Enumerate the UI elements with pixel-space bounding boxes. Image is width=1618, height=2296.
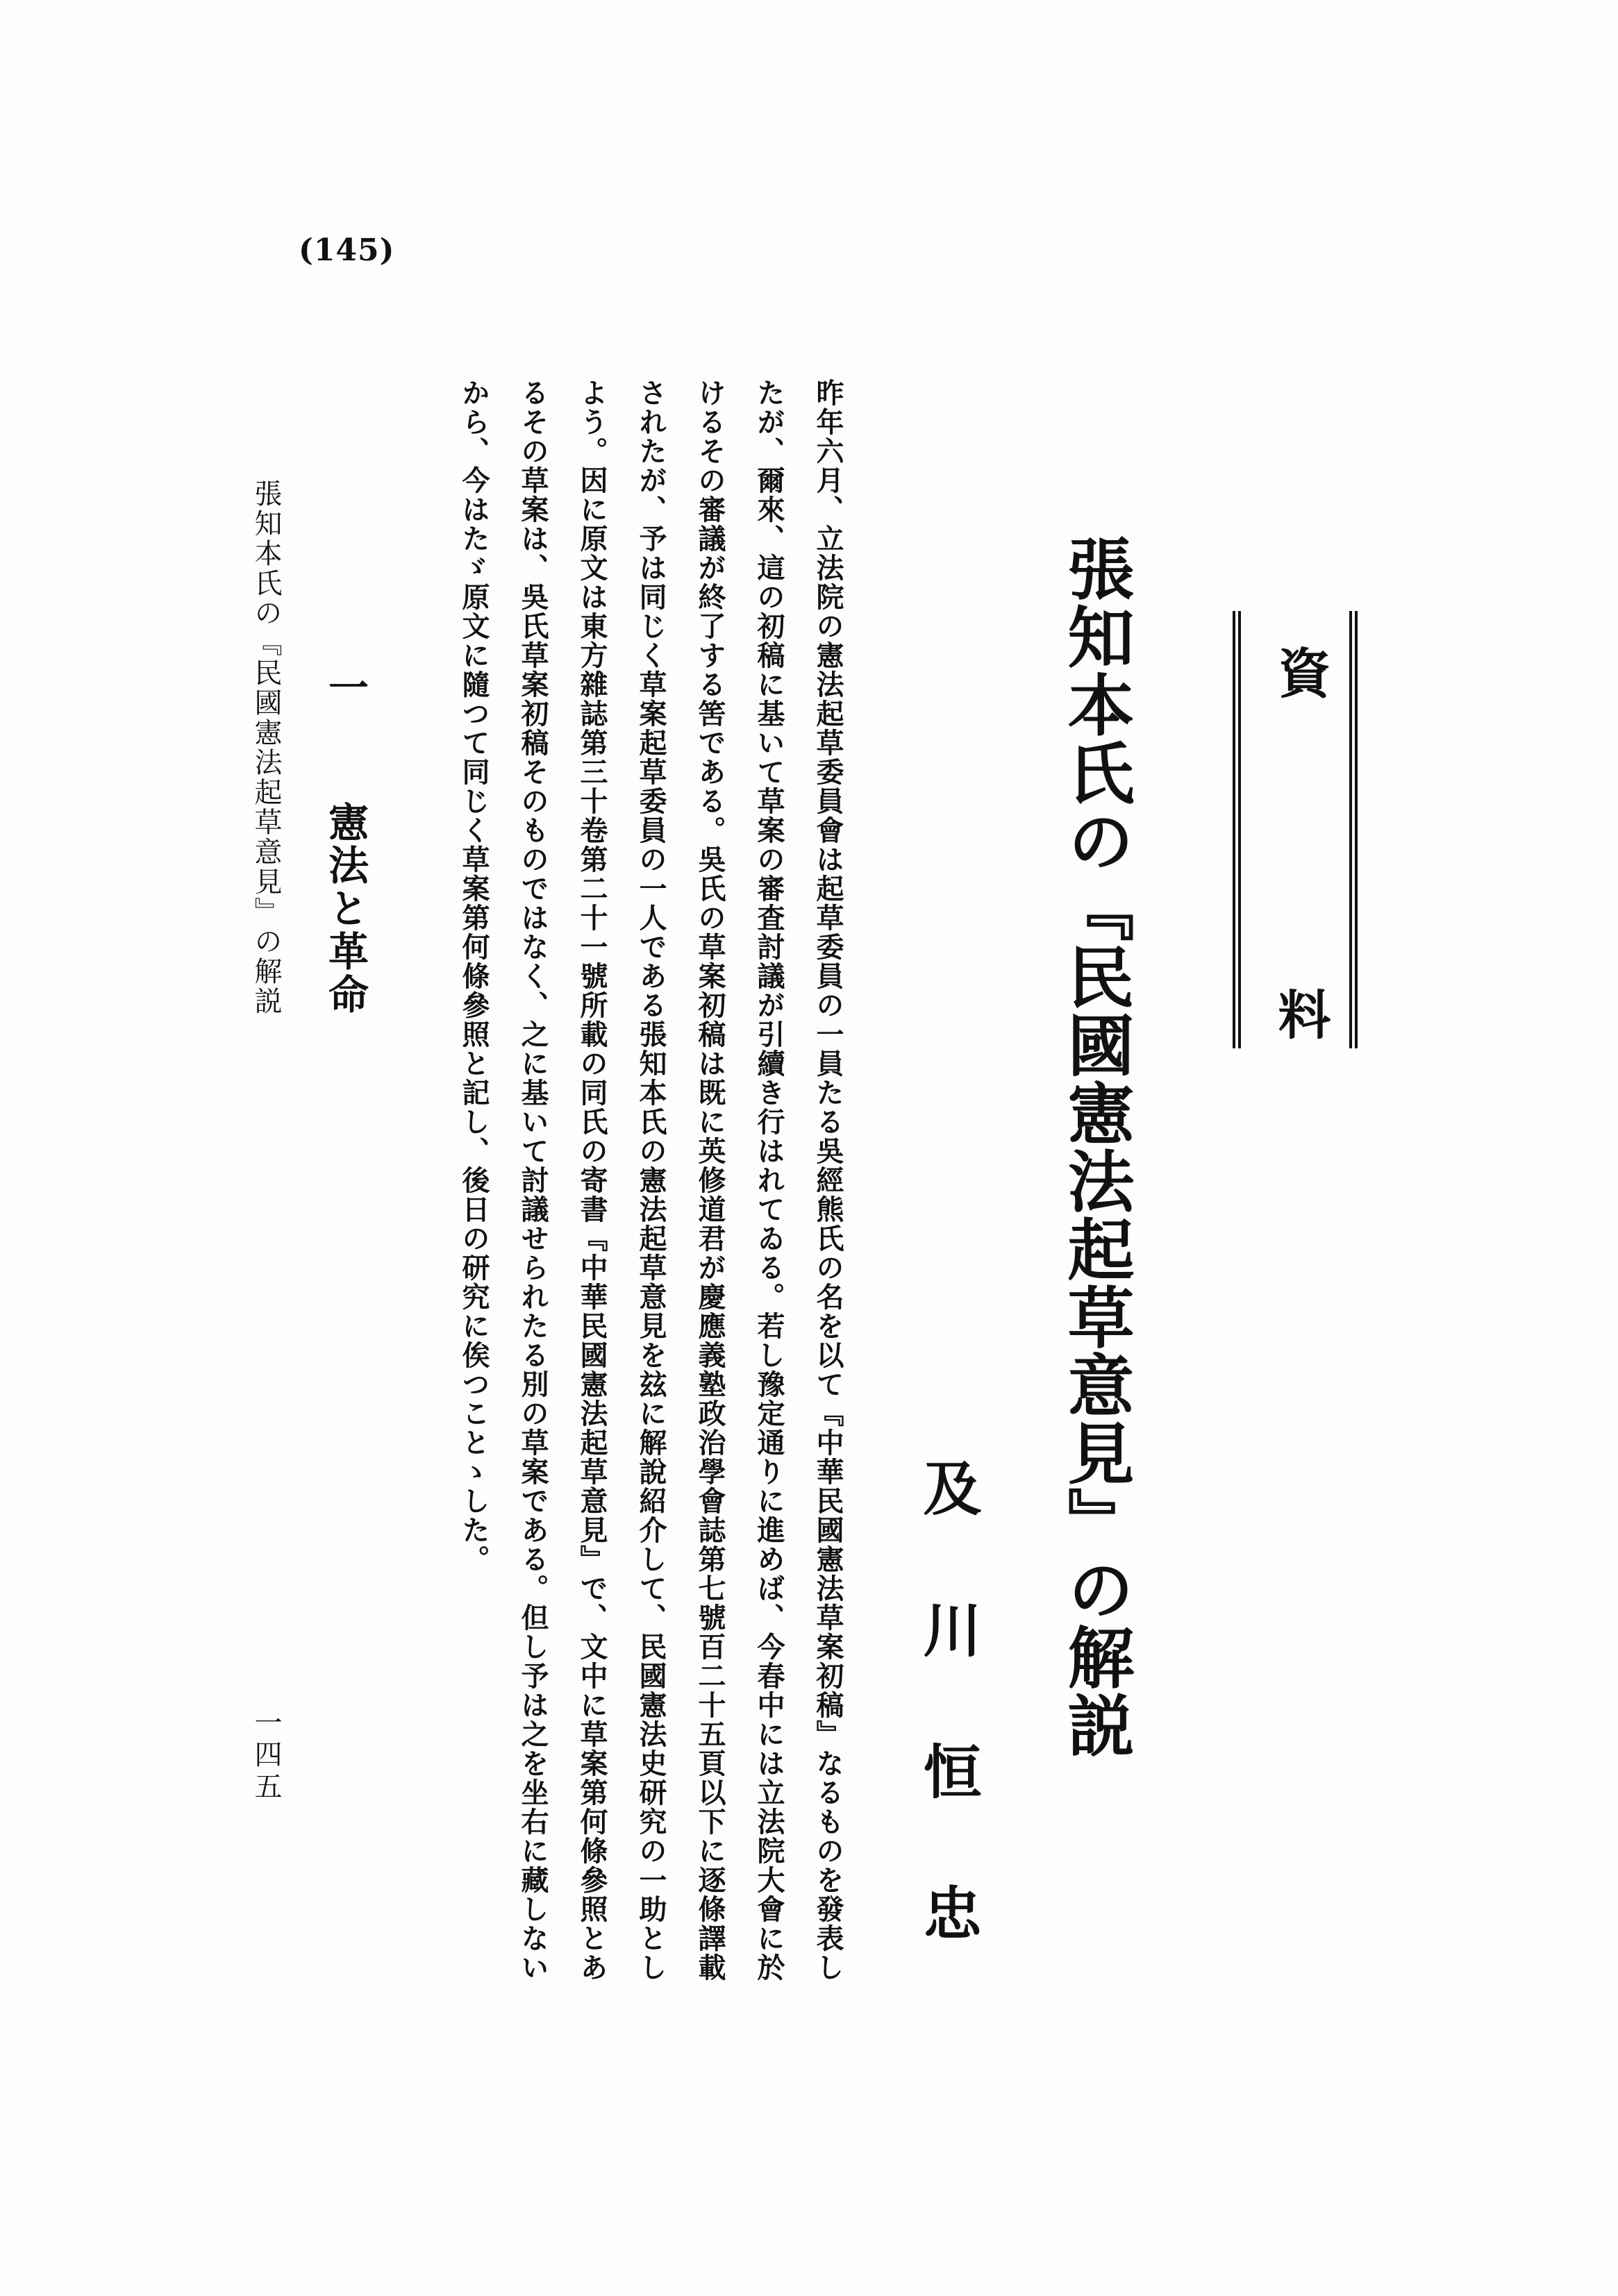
subsection-number: 一 [322, 667, 369, 710]
section-label: 資 料 [1269, 646, 1331, 1158]
body-paragraph: 昨年六月、立法院の憲法起草委員會は起草委員の一員たる吳經熊氏の名を以て『中華民國憲法草案初稿』なるものを發表したが、爾來、這の初稿に基いて草案の審査討議が引續き行はれてゐる。若し豫定通りに進めば、今春中には立法院大會に於けるその審議が終了する筈である。吳氏の草案初稿は既に英修道君が慶應義塾政治學會誌第七號百二十五頁以下に逐條譯載されたが、予は同じく草案起草委員の一人である張知本氏の憲法起草意見を玆に解說紹介して、民國憲法史研究の一助としよう。因に原文は東方雜誌第三十卷第二十一號所載の同氏の寄書『中華民國憲法起草意見』で、文中に草案第何條參照とあるその草案は、吳氏草案初稿そのものではなく、之に基いて討議せられたる別の草案である。但し予は之を坐右に藏しないから、今はたゞ原文に隨つて同じく草案第何條參照と記し、後日の研究に俟つことゝした。 [458, 378, 844, 1982]
folio: 一四五 [250, 1708, 282, 1804]
author-name: 及川恒忠 [914, 1458, 983, 2025]
page-number-marker: (145) [299, 233, 395, 268]
article-title: 張知本氏の『民國憲法起草意見』の解説 [1057, 535, 1135, 1759]
body-text [444, 378, 858, 2010]
running-head: 張知本氏の『民國憲法起草意見』の解説 [250, 479, 282, 1016]
subsection-title: 憲法と革命 [322, 801, 369, 1016]
subsection-heading [316, 667, 374, 1016]
